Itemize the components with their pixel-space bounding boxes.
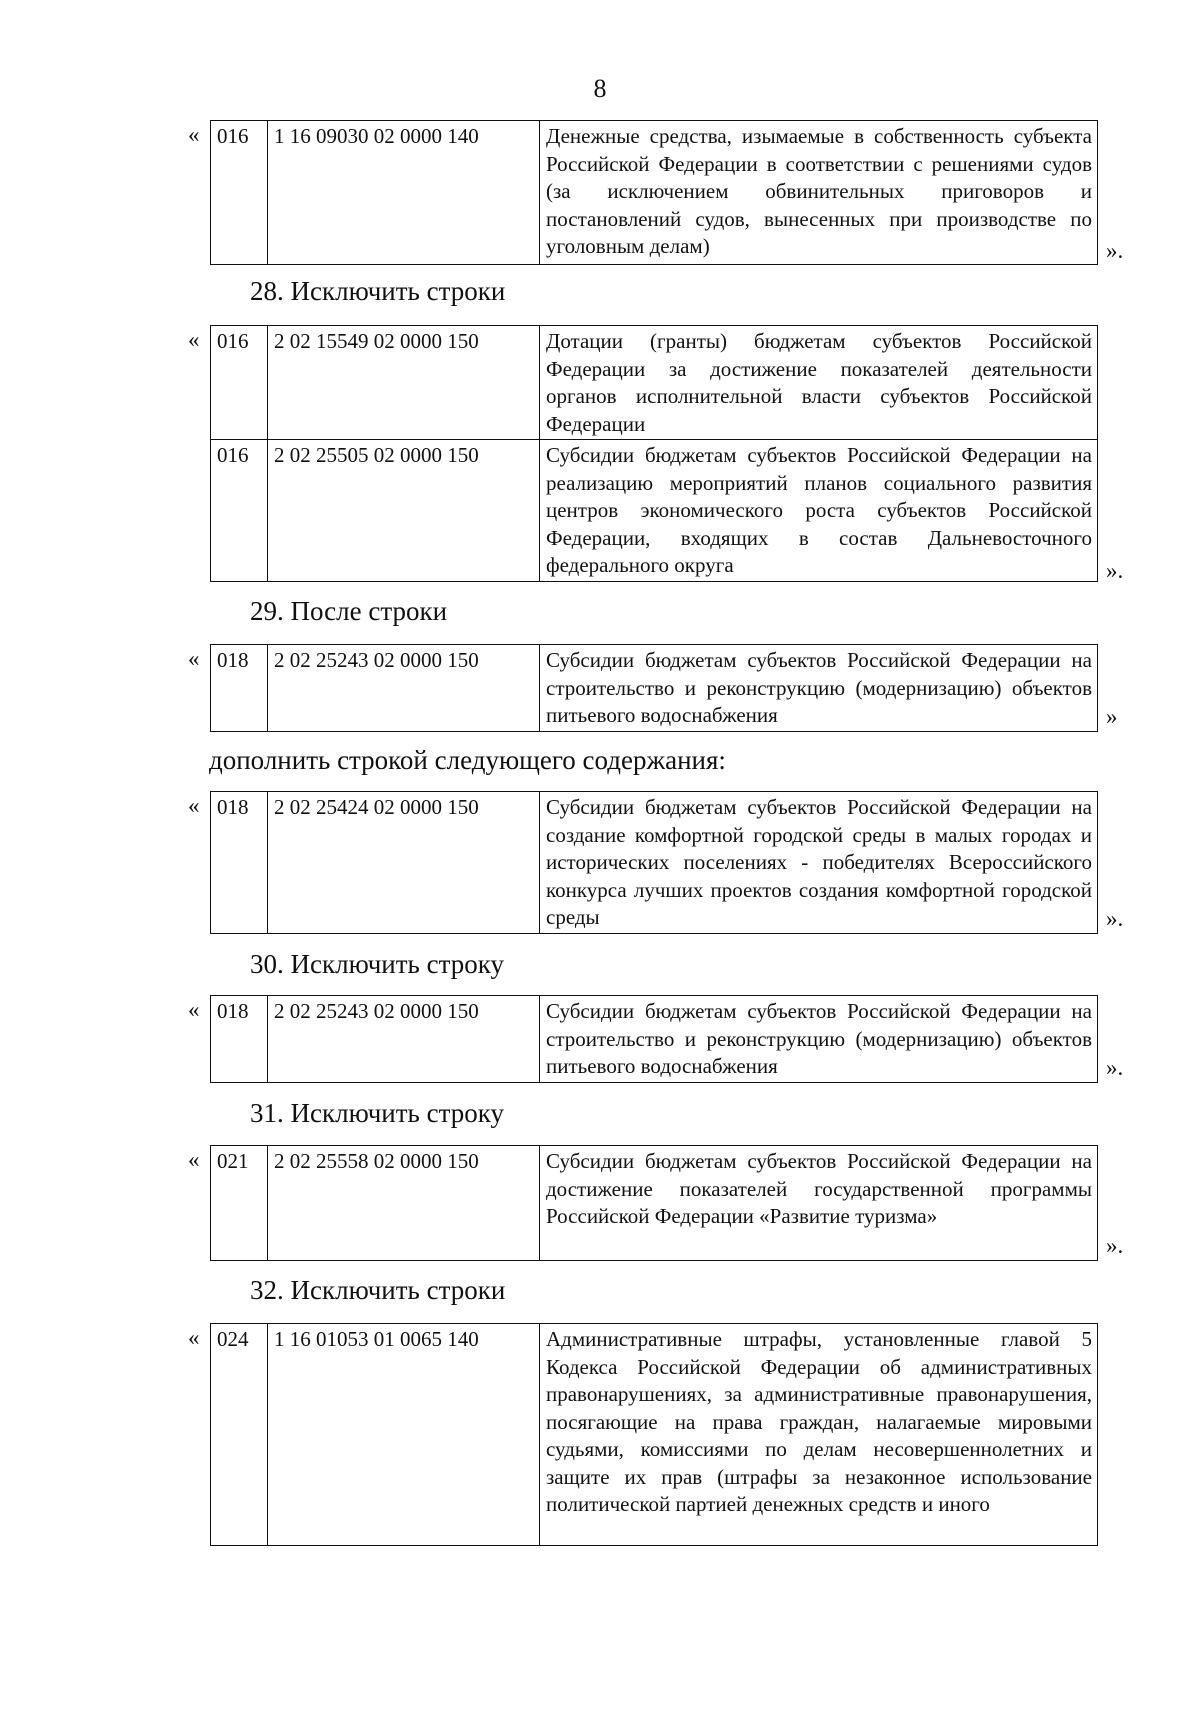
close-quote: ». <box>1106 238 1124 263</box>
open-quote: « <box>188 122 200 147</box>
open-quote: « <box>188 793 200 818</box>
kbk-code-cell: 1 16 01053 01 0065 140 <box>268 1324 540 1546</box>
open-quote: « <box>188 646 200 671</box>
kbk-code-cell: 2 02 25243 02 0000 150 <box>268 645 540 732</box>
income-name-cell: Административные штрафы, установленные главой 5 Кодекса Российской Федерации об административных правонарушениях, за административные правонарушения, посягающие на права граждан, налагаемые мировыми судьями, комиссиями по делам несовершеннолетних и защите их прав (штрафы за незаконное использование политической партией денежных средств и иного <box>540 1324 1098 1546</box>
close-quote: ». <box>1106 558 1124 583</box>
revenue-codes-table <box>210 1145 1098 1261</box>
close-quote: ». <box>1106 1055 1124 1080</box>
table-row <box>211 326 1098 440</box>
admin-code-cell: 024 <box>211 1324 268 1546</box>
table-row <box>211 996 1098 1083</box>
admin-code-cell: 021 <box>211 1146 268 1261</box>
table-row <box>211 121 1098 265</box>
open-quote: « <box>188 1325 200 1350</box>
revenue-codes-table <box>210 325 1098 582</box>
revenue-codes-table <box>210 995 1098 1083</box>
kbk-code-cell: 2 02 25558 02 0000 150 <box>268 1146 540 1261</box>
income-name-cell: Дотации (гранты) бюджетам субъектов Российской Федерации за достижение показателей деятельности органов исполнительной власти субъектов Российской Федерации <box>540 326 1098 440</box>
table-row <box>211 1324 1098 1546</box>
kbk-code-cell: 2 02 15549 02 0000 150 <box>268 326 540 440</box>
table-row <box>211 645 1098 732</box>
revenue-codes-table <box>210 1323 1098 1546</box>
income-name-cell: Денежные средства, изымаемые в собственность субъекта Российской Федерации в соответствии с решениями судов (за исключением обвинительных приговоров и постановлений судов, вынесенных при производстве по уголовным делам) <box>540 121 1098 265</box>
admin-code-cell: 016 <box>211 121 268 265</box>
section-lead-text: дополнить строкой следующего содержания: <box>209 745 726 775</box>
kbk-code-cell: 2 02 25243 02 0000 150 <box>268 996 540 1083</box>
admin-code-cell: 018 <box>211 996 268 1083</box>
page-number: 8 <box>593 74 607 103</box>
section-heading: 31. Исключить строку <box>250 1098 504 1128</box>
income-name-cell: Субсидии бюджетам субъектов Российской Федерации на достижение показателей государственной программы Российской Федерации «Развитие туризма» <box>540 1146 1098 1261</box>
table-row <box>211 440 1098 582</box>
income-name-cell: Субсидии бюджетам субъектов Российской Федерации на строительство и реконструкцию (модернизацию) объектов питьевого водоснабжения <box>540 645 1098 732</box>
revenue-codes-table <box>210 644 1098 732</box>
income-name-cell: Субсидии бюджетам субъектов Российской Федерации на реализацию мероприятий планов социального развития центров экономического роста субъектов Российской Федерации, входящих в состав Дальневосточного федерального округа <box>540 440 1098 582</box>
open-quote: « <box>188 1147 200 1172</box>
kbk-code-cell: 2 02 25424 02 0000 150 <box>268 792 540 934</box>
income-name-cell: Субсидии бюджетам субъектов Российской Федерации на создание комфортной городской среды в малых городах и исторических поселениях - победителях Всероссийского конкурса лучших проектов создания комфортной городской среды <box>540 792 1098 934</box>
admin-code-cell: 016 <box>211 440 268 582</box>
admin-code-cell: 016 <box>211 326 268 440</box>
revenue-codes-table <box>210 120 1098 265</box>
section-heading: 32. Исключить строки <box>250 1275 506 1305</box>
close-quote: ». <box>1106 1233 1124 1258</box>
section-heading: 28. Исключить строки <box>250 276 506 306</box>
admin-code-cell: 018 <box>211 645 268 732</box>
close-quote: » <box>1106 704 1118 729</box>
income-name-cell: Субсидии бюджетам субъектов Российской Федерации на строительство и реконструкцию (модернизацию) объектов питьевого водоснабжения <box>540 996 1098 1083</box>
admin-code-cell: 018 <box>211 792 268 934</box>
kbk-code-cell: 1 16 09030 02 0000 140 <box>268 121 540 265</box>
revenue-codes-table <box>210 791 1098 934</box>
open-quote: « <box>188 997 200 1022</box>
kbk-code-cell: 2 02 25505 02 0000 150 <box>268 440 540 582</box>
section-heading: 29. После строки <box>250 596 448 626</box>
open-quote: « <box>188 327 200 352</box>
table-row <box>211 792 1098 934</box>
close-quote: ». <box>1106 906 1124 931</box>
section-heading: 30. Исключить строку <box>250 949 504 979</box>
table-row <box>211 1146 1098 1261</box>
